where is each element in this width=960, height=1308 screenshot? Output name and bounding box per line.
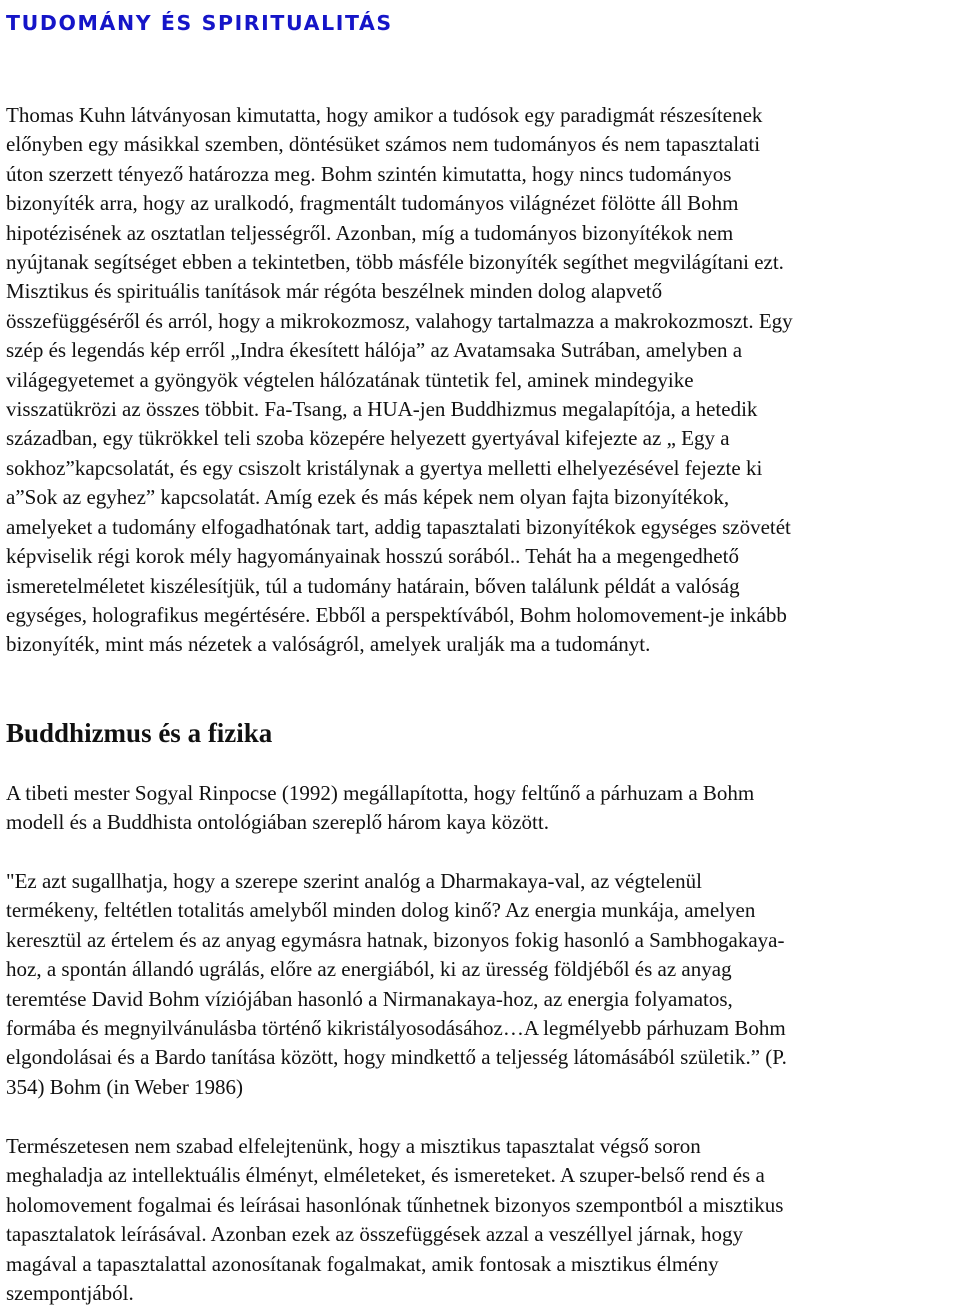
text-line: teremtése David Bohm víziójában hasonló a Nirmanakaya-hoz, az energia folyamatos, [6,986,733,1011]
text-line: században, egy tükrökkel teli szoba közepére helyezett gyertyával kifejezte az „ Egy a [6,426,730,451]
text-line: Thomas Kuhn látványosan kimutatta, hogy amikor a tudósok egy paradigmát részesítenek [6,103,763,127]
text-line: világegyetemet a gyöngyök végtelen hálózatának tüntetik fel, aminek mindegyike [6,367,694,392]
text-line: tapasztalatok leírásával. Azonban ezek az összefüggések azzal a veszéllyel járnak, hogy [6,1222,743,1247]
text-line: keresztül az értelem és az anyag egymásra hatnak, bizonyos fokig hasonló a Sambhogakaya- [6,927,785,952]
text-line: Misztikus és spirituális tanítások már régóta beszélnek minden dolog alapvető [6,279,663,304]
text-line: bizonyíték arra, hogy az uralkodó, fragmentált tudományos világnézet fölötte áll Bohm [6,191,739,216]
text-line: Természetesen nem szabad elfelejtenünk, hogy a misztikus tapasztalat végső soron [6,1134,701,1158]
text-line: szempontjából. [6,1281,134,1306]
text-line: előnyben egy másikkal szemben, döntésüket számos nem tudományos és nem tapasztalati [6,132,761,157]
text-line: hoz, a spontán állandó ugrálás, előre az energiából, ki az üresség földjéből és az anyag [6,957,732,982]
text-line: magával a tapasztalattal azonosítanak fogalmakat, amik fontosak a misztikus élmény [6,1251,719,1276]
text-line: holomovement fogalmai és leírásai hasonlónak tűnhetnek bizonyos szempontból a misztikus [6,1192,784,1217]
text-line: a”Sok az egyhez” kapcsolatát. Amíg ezek és más képek nem olyan fajta bizonyítékok, [6,485,730,510]
text-line: amelyeket a tudomány elfogadhatónak tart, addig tapasztalati bizonyítékok egységes szövetét [6,514,791,539]
text-line: sokhoz”kapcsolatát, és egy csiszolt kristálynak a gyertya melletti elhelyezésével fejezte ki [6,455,763,480]
text-line: képviselik régi korok mély hagyományainak hosszú sorából.. Tehát ha a megengedhető [6,544,739,569]
text-line: szép és legendás kép erről „Indra ékesített hálója” az Avatamsaka Sutrában, amelyben a [6,338,743,363]
text-line: A tibeti mester Sogyal Rinpocse (1992) megállapította, hogy feltűnő a párhuzam a Bohm [6,781,755,805]
paragraph-sogyal-rinpoche [6,779,754,838]
paragraph-quote-weber [6,867,787,1102]
text-line: modell és a Buddhista ontológiában szereplő három kaya között. [6,810,549,835]
paragraph-mystical-experience [6,1132,783,1308]
text-line: "Ez azt sugallhatja, hogy a szerepe szerint analóg a Dharmakaya-val, az végtelenül [6,869,702,893]
subheading-buddhism-physics: Buddhizmus és a fizika [6,718,273,748]
text-line: ismeretelméletet kiszélesítjük, túl a tudomány határain, bőven találunk példát a valóság [6,573,740,598]
text-line: bizonyíték, mint más nézetek a valóságról, amelyek uralják ma a tudományt. [6,632,651,657]
text-line: egységes, holografikus megértésére. Ebből a perspektívából, Bohm holomovement-je inkább [6,602,787,627]
text-line: 354) Bohm (in Weber 1986) [6,1074,244,1099]
text-line: hipotézisének az osztatlan teljességről. Azonban, míg a tudományos bizonyítékok nem [6,220,734,245]
text-line: formába és megnyilvánulásba történő kikristályosodásához…A legmélyebb párhuzam Bohm [6,1016,786,1041]
text-line: összefüggéséről és arról, hogy a mikrokozmosz, valahogy tartalmazza a makrokozmoszt. Egy [6,308,793,333]
text-line: meghaladja az intellektuális élményt, elméleteket, és ismereteket. A szuper-belső rend és a [6,1163,765,1188]
text-line: visszatükrözi az összes többit. Fa-Tsang, a HUA-jen Buddhizmus megalapítója, a hetedik [6,397,758,422]
text-line: úton szerzett tényező határozza meg. Bohm szintén kimutatta, hogy nincs tudományos [6,161,732,186]
text-line: nyújtanak segítséget ebben a tekintetben, több másféle bizonyíték segíthet megvilágítani ezt. [6,250,784,275]
text-line: termékeny, feltétlen totalitás amelyből minden dolog kinő? Az energia munkája, amelyen [6,898,756,923]
text-line: elgondolásai és a Bardo tanítása között, hogy mindkettő a teljesség látomásából születik.” (P. [6,1045,787,1070]
section-heading: TUDOMÁNY ÉS SPIRITUALITÁS [6,11,393,35]
paragraph-kuhn-bohm [6,101,793,660]
